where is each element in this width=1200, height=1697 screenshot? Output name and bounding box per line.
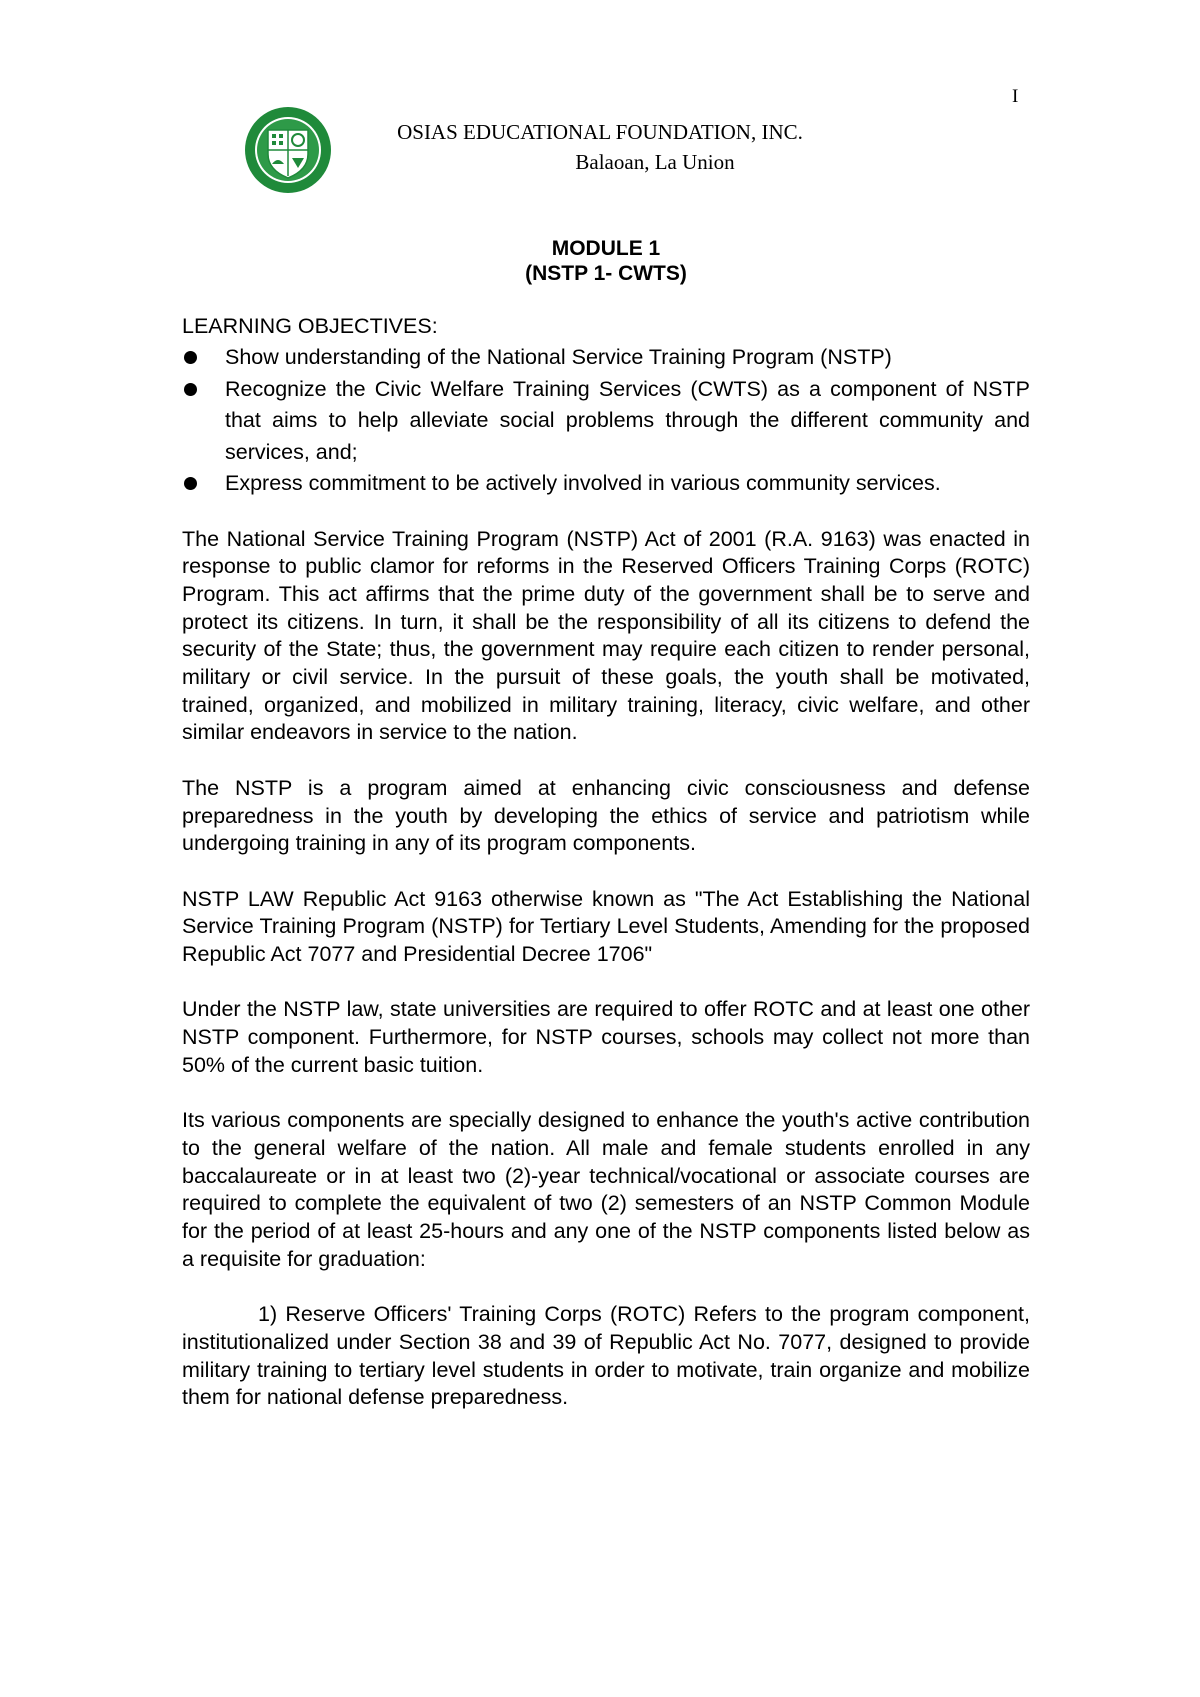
objective-text: Recognize the Civic Welfare Training Services (CWTS) as a component of NSTP that aims to help alleviate social problems through the different community and services, and; [225, 376, 1030, 464]
objective-text: Show understanding of the National Service Training Program (NSTP) [225, 345, 892, 369]
bullet-icon [184, 351, 197, 364]
list-item [182, 342, 1030, 374]
institution-name: OSIAS EDUCATIONAL FOUNDATION, INC. [397, 120, 803, 144]
page-number: I [1012, 86, 1019, 107]
module-heading [182, 236, 1030, 286]
objective-text: Express commitment to be actively involved in various community services. [225, 471, 941, 495]
bullet-icon [184, 383, 197, 396]
paragraph-state-universities: Under the NSTP law, state universities are required to offer ROTC and at least one other NSTP component. Furthermore, for NSTP courses, schools may collect not more than 50% of the current basic tuition. [182, 997, 1030, 1077]
institution-address: Balaoan, La Union [575, 150, 735, 174]
list-item [182, 468, 1030, 500]
paragraph-components: Its various components are specially designed to enhance the youth's active contribution to the general welfare of the nation. All male and female students enrolled in any baccalaureate or in at least two (2)-year technical/vocational or associate courses are required to complete the equivalent of two (2) semesters of an NSTP Common Module for the period of at least 25-hours and any one of the NSTP components listed below as a requisite for graduation: [182, 1108, 1030, 1271]
letterhead [300, 117, 900, 177]
objectives-list [182, 342, 1030, 500]
paragraph-rotc: 1) Reserve Officers' Training Corps (ROTC) Refers to the program component, institutionalized under Section 38 and 39 of Republic Act No. 7077, designed to provide military training to tertiary level students in order to motivate, train organize and mobilize them for national defense preparedness. [182, 1302, 1030, 1410]
paragraph-nstp-definition: The NSTP is a program aimed at enhancing civic consciousness and defense preparedness in the youth by developing the ethics of service and patriotism while undergoing training in any of its program components. [182, 775, 1030, 856]
document-body [182, 311, 1030, 1440]
paragraph-nstp-law: NSTP LAW Republic Act 9163 otherwise known as "The Act Establishing the National Service Training Program (NSTP) for Tertiary Level Students, Amending for the proposed Republic Act 7077 and Presidential Decree 1706" [182, 886, 1030, 967]
module-title: MODULE 1 [551, 237, 661, 260]
module-subtitle: (NSTP 1- CWTS) [525, 262, 687, 285]
bullet-icon [184, 477, 197, 490]
list-item [182, 374, 1030, 469]
paragraph-nstp-act: The National Service Training Program (NSTP) Act of 2001 (R.A. 9163) was enacted in response to public clamor for reforms in the Reserved Officers Training Corps (ROTC) Program. This act affirms that the prime duty of the government shall be to serve and protect its citizens. In turn, it shall be the responsibility of all its citizens to defend the security of the State; thus, the government may require each citizen to render personal, military or civil service. In the pursuit of these goals, the youth shall be motivated, trained, organized, and mobilized in military training, literacy, civic welfare, and other similar endeavors in service to the nation. [182, 526, 1030, 745]
objectives-heading: LEARNING OBJECTIVES: [182, 314, 438, 338]
